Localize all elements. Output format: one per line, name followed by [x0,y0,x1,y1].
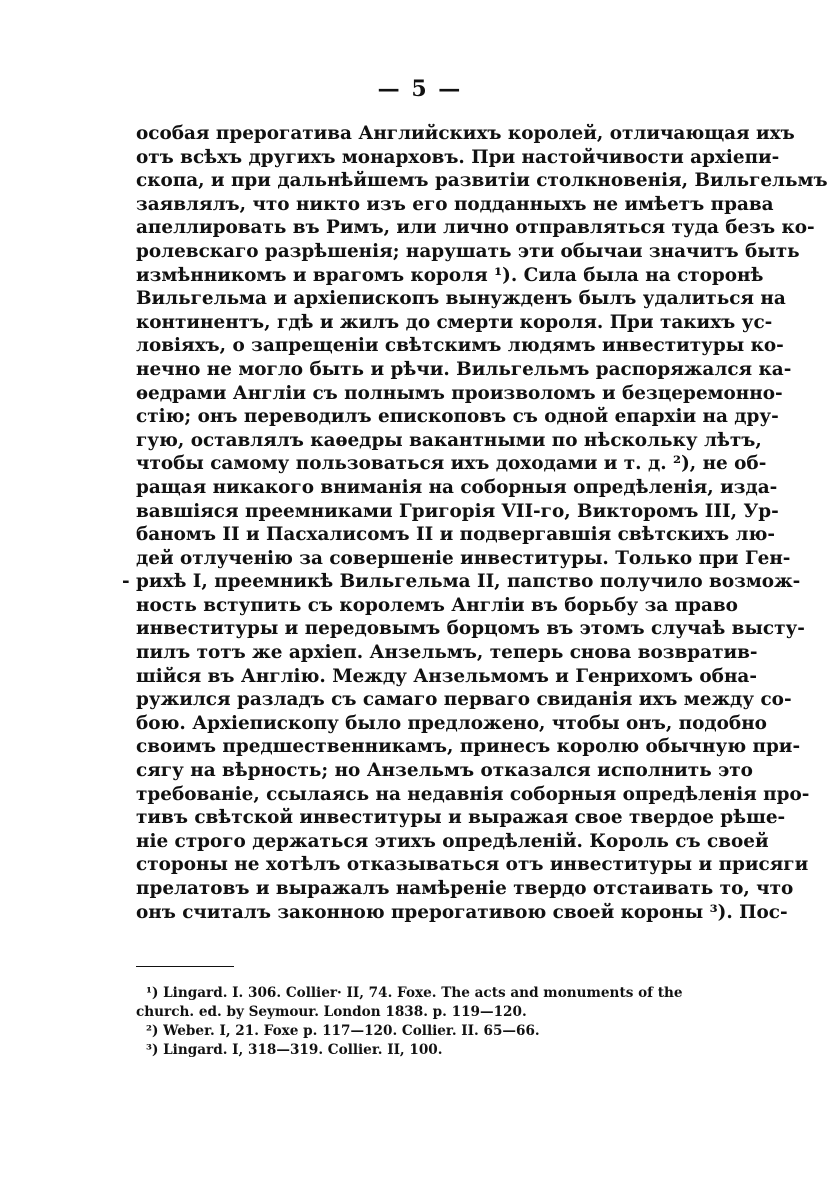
text-line: ніе строго держаться этихъ опредѣленій. Король съ своей [136,830,769,852]
footnotes [136,984,718,1060]
text-line: инвеституры и передовымъ борцомъ въ этомъ случаѣ высту- [136,618,805,640]
text-line: ролевскаго разрѣшенія; нарушать эти обычаи значитъ быть [136,240,800,262]
text-line: дей отлученію за совершеніе инвеституры. Только при Ген- [136,547,791,569]
text-line: стію; онъ переводилъ епископовъ съ одной епархіи на дру- [136,406,779,428]
text-line-content: рихѣ I, преемникѣ Вильгельма II, папство получило возмож- [136,571,801,593]
footnote-line: ³) Lingard. I, 318—319. Collier. II, 100. [146,1042,443,1058]
text-line: отъ всѣхъ другихъ монарховъ. При настойчивости архіепи- [136,146,780,168]
text-line: скопа, и при дальнѣйшемъ развитіи столкновенія, Вильгельмъ [136,170,828,192]
body-text [122,122,828,924]
margin-mark: - [122,571,130,593]
text-line: шійся въ Англію. Между Анзельмомъ и Генрихомъ обна- [136,665,757,687]
text-line: ловіяхъ, о запрещеніи свѣтскимъ людямъ инвеституры ко- [136,335,784,357]
text-line: пилъ тотъ же архіеп. Анзельмъ, теперь снова возвратив- [136,642,758,664]
footnote-line: ¹) Lingard. I. 306. Collier· II, 74. Foxe. The acts and monuments of the [146,985,683,1001]
text-line: особая прерогатива Английскихъ королей, отличающая ихъ [136,123,795,144]
text-line: тивъ свѣтской инвеституры и выражая свое твердое рѣше- [136,807,786,829]
text-line: онъ считалъ законною прерогативою своей короны ³). Пос- [136,901,788,923]
text-line: вавшіяся преемниками Григорія VII-го, Викторомъ III, Ур- [136,500,779,522]
text-line: бою. Архіепископу было предложено, чтобы онъ, подобно [136,712,767,734]
text-line: сягу на вѣрность; но Анзельмъ отказался исполнить это [136,760,753,782]
text-line: чтобы самому пользоваться ихъ доходами и т. д. ²), не об- [136,453,767,475]
text-line: Вильгельма и архіепископъ вынужденъ былъ удалиться на [136,288,786,310]
text-line: ращая никакого вниманія на соборныя опредѣленія, изда- [136,476,778,498]
text-line: гую, оставлялъ каѳедры вакантными по нѣскольку лѣтъ, [136,429,762,451]
text-line: заявлялъ, что никто изъ его подданныхъ не имѣетъ права [136,193,774,215]
footnote-line: ²) Weber. I, 21. Foxe p. 117—120. Collier. II. 65—66. [146,1023,540,1039]
text-line: своимъ предшественникамъ, принесъ королю обычную при- [136,736,801,758]
text-line: требованіе, ссылаясь на недавнія соборныя опредѣленія про- [136,783,810,805]
text-line: континентъ, гдѣ и жилъ до смерти короля. При такихъ ус- [136,311,773,333]
footnote-line: church. ed. by Seymour. London 1838. p. 119—120. [136,1004,527,1020]
text-line: нечно не могло быть и рѣчи. Вильгельмъ распоряжался ка- [136,358,792,380]
text-line: измѣнникомъ и врагомъ короля ¹). Сила была на сторонѣ [136,264,764,286]
text-line: стороны не хотѣлъ отказываться отъ инвеституры и присяги [136,854,809,876]
page-number: — 5 — [377,76,463,102]
text-line [122,570,801,594]
text-line: ружился разладъ съ самаго перваго свиданія ихъ между со- [136,689,792,711]
footnote-rule [136,966,234,967]
text-line: баномъ II и Пасхалисомъ II и подвергавшія свѣтскихъ лю- [136,524,775,546]
text-line: прелатовъ и выражалъ намѣреніе твердо отстаивать то, что [136,878,794,899]
text-line: ность вступить съ королемъ Англіи въ борьбу за право [136,594,738,616]
text-line: ѳедрами Англіи съ полнымъ произволомъ и безцеремонно- [136,382,783,404]
text-line: апеллировать въ Римъ, или лично отправляться туда безъ ко- [136,217,815,239]
